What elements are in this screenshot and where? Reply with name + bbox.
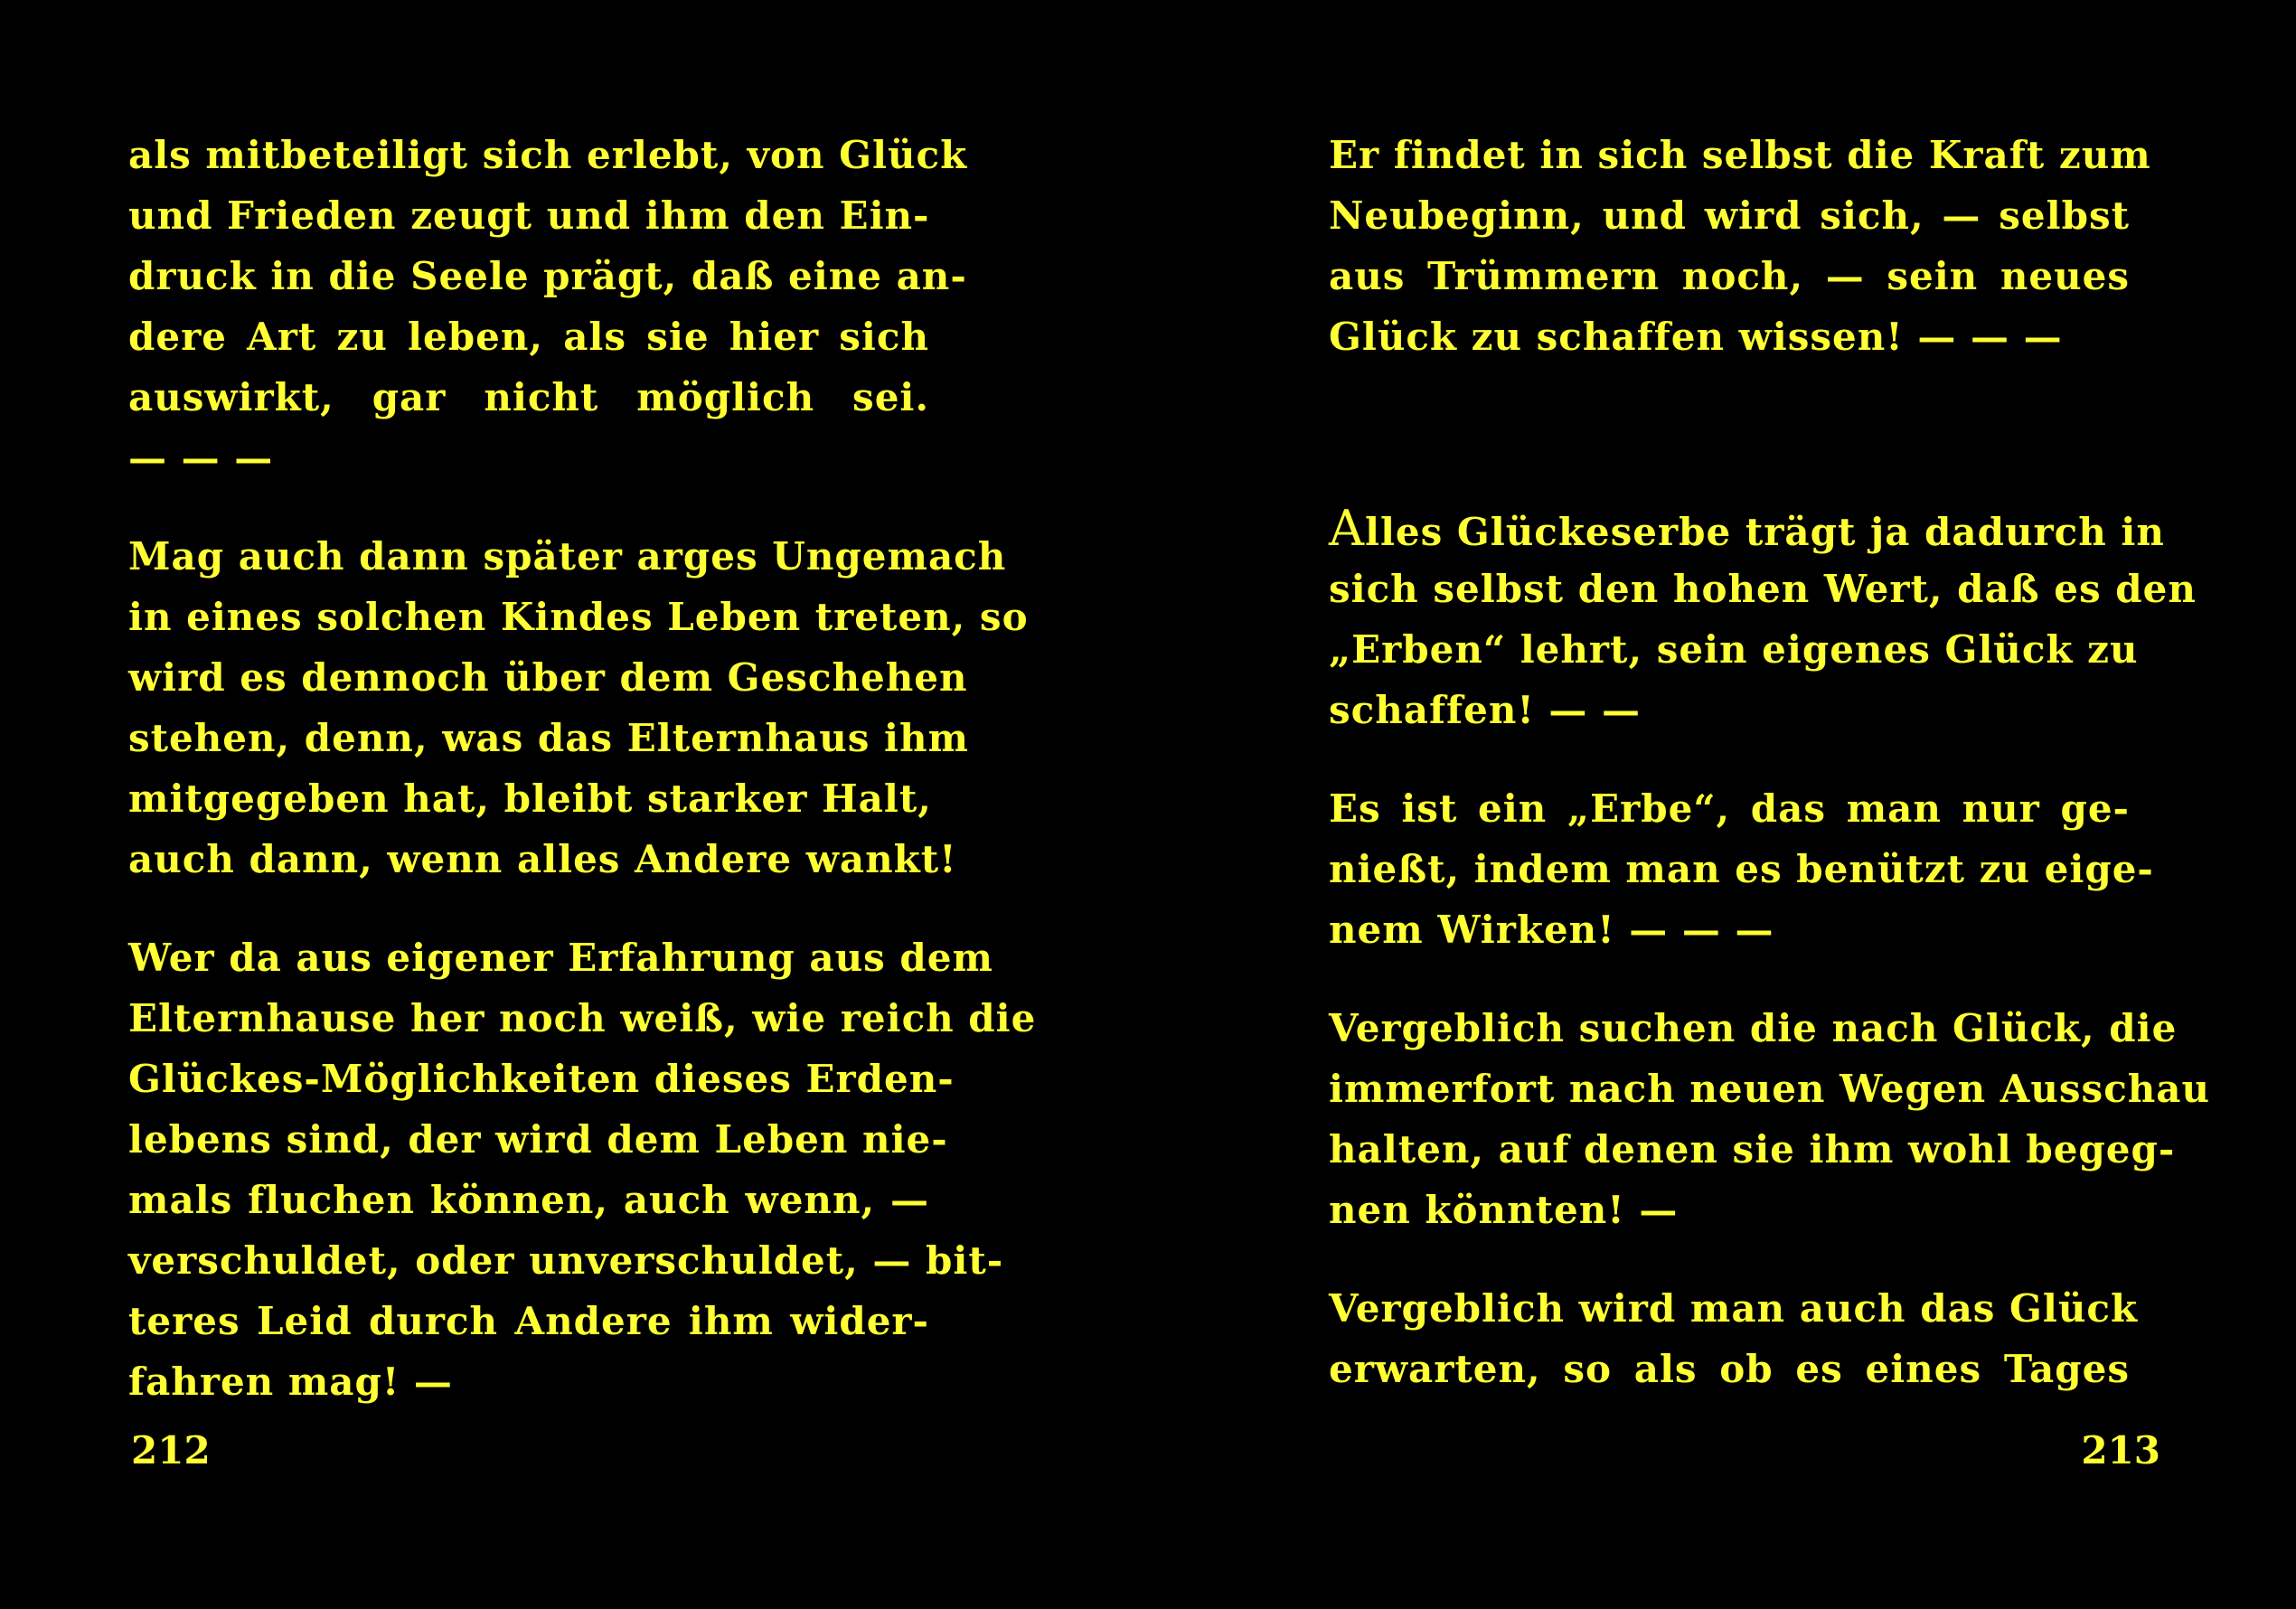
dropcap: A [1329,500,1365,557]
text-line: nen könnten! — [1329,1188,1679,1232]
text-line: Elternhause her noch weiß, wie reich die [128,996,1037,1040]
paragraph [1329,998,2211,1240]
text-line: dere Art zu leben, als sie hier sich [128,315,929,359]
text-line: „Erben“ lehrt, sein eigenes Glück zu [1329,627,2139,672]
text-line: erwarten, so als ob es eines Tages [1329,1347,2130,1391]
paragraph [1329,1278,2139,1399]
text-line: auswirkt, gar nicht möglich sei. [128,375,929,419]
paragraph [1329,125,2151,367]
paragraph [128,526,1029,889]
text-line: in eines solchen Kindes Leben treten, so [128,595,1029,639]
text-line: Glück zu schaffen wissen! — — — [1329,315,2063,359]
text-line: und Frieden zeugt und ihm den Ein- [128,193,930,238]
text-line: teres Leid durch Andere ihm wider- [128,1299,929,1343]
text-line: verschuldet, oder unverschuldet, — bit- [128,1238,1004,1283]
page-number: 213 [2081,1428,2160,1473]
right-page-text [1329,125,2211,1399]
page-number: 212 [131,1428,211,1473]
text-line: stehen, denn, was das Elternhaus ihm [128,716,969,760]
text-line: lebens sind, der wird dem Leben nie- [128,1117,948,1162]
text-line: halten, auf denen sie ihm wohl begeg- [1329,1127,2176,1171]
text-line: mitgegeben hat, bleibt starker Halt, [128,776,932,821]
text-line: schaffen! — — [1329,688,1642,732]
paragraph [128,125,968,488]
text-line-with-dropcap [1329,498,2165,559]
right-page [1148,0,2296,1609]
paragraph [1329,498,2197,740]
text-line: Mag auch dann später arges Ungemach [128,534,1007,579]
text-line: Es ist ein „Erbe“, das man nur ge- [1329,786,2130,831]
text-line: Glückes-Möglichkeiten dieses Erden- [128,1057,955,1101]
text-line: als mitbeteiligt sich erlebt, von Glück [128,133,968,177]
text-line: druck in die Seele prägt, daß eine an- [128,254,967,298]
text-line-rest: lles Glückeserbe trägt ja dadurch in [1365,510,2165,554]
text-line: Vergeblich suchen die nach Glück, die [1329,1006,2178,1050]
left-page-text [128,125,1037,1412]
text-line: sich selbst den hohen Wert, daß es den [1329,567,2197,611]
text-line: auch dann, wenn alles Andere wankt! [128,837,957,881]
paragraph [1329,778,2154,960]
text-line: fahren mag! — [128,1360,453,1404]
text-line: Vergeblich wird man auch das Glück [1329,1286,2139,1331]
text-line: wird es dennoch über dem Geschehen [128,655,968,700]
text-line: immerfort nach neuen Wegen Ausschau [1329,1067,2211,1111]
text-line: nießt, indem man es benützt zu eige- [1329,847,2154,891]
text-line: nem Wirken! — — — [1329,908,1774,952]
text-line: Neubeginn, und wird sich, — selbst [1329,193,2130,238]
text-line: mals fluchen können, auch wenn, — [128,1178,929,1222]
paragraph [128,927,1037,1412]
text-line: aus Trümmern noch, — sein neues [1329,254,2130,298]
text-line: Wer da aus eigener Erfahrung aus dem [128,936,993,980]
text-line: Er findet in sich selbst die Kraft zum [1329,133,2151,177]
text-line: — — — [128,436,274,480]
